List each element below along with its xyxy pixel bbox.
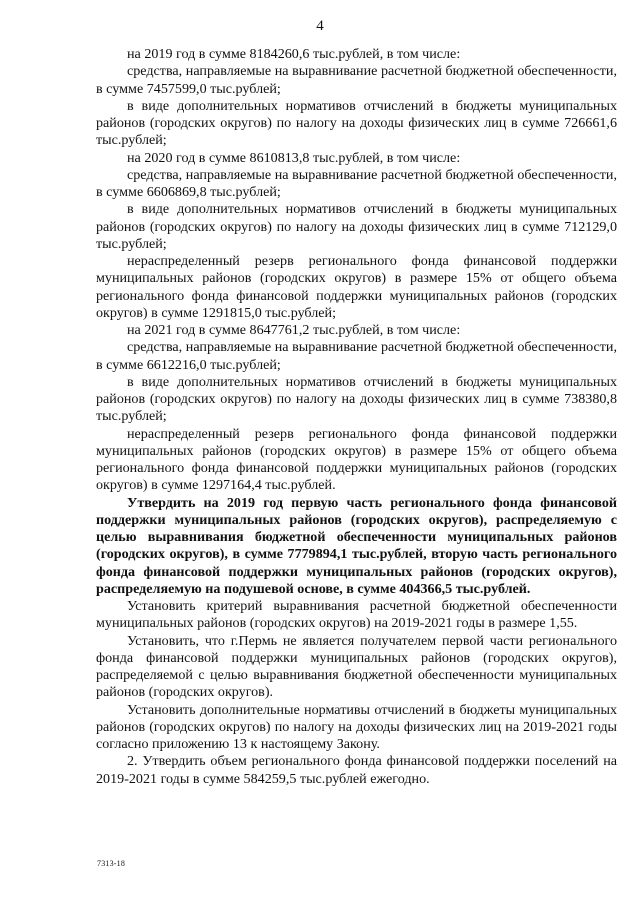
document-code: 7313-18 bbox=[97, 859, 126, 868]
paragraph: нераспределенный резерв регионального фонда финансовой поддержки муниципальных районов (городских округов) в размере 15% от общего объема регионального фонда финансовой поддержки муниципальных районов (городских округов) в сумме 1297164,4 тыс.рублей. bbox=[96, 425, 617, 494]
paragraph: средства, направляемые на выравнивание расчетной бюджетной обеспеченности, в сумме 6612216,0 тыс.рублей; bbox=[96, 339, 617, 373]
paragraph: на 2020 год в сумме 8610813,8 тыс.рублей, в том числе: bbox=[127, 149, 461, 166]
page-number: 4 bbox=[316, 18, 324, 34]
paragraph: Установить критерий выравнивания расчетной бюджетной обеспеченности муниципальных районов (городских округов) на 2019-2021 годы в размере 1,55. bbox=[96, 598, 617, 632]
paragraph: в виде дополнительных нормативов отчислений в бюджеты муниципальных районов (городских округов) по налогу на доходы физических лиц в сумме 738380,8 тыс.рублей; bbox=[96, 373, 617, 425]
document-body bbox=[96, 46, 617, 788]
paragraph: Установить дополнительные нормативы отчислений в бюджеты муниципальных районов (городских округов) по налогу на доходы физических лиц на 2019-2021 годы согласно приложению 13 к настоящему Закону. bbox=[96, 701, 617, 752]
paragraph: в виде дополнительных нормативов отчислений в бюджеты муниципальных районов (городских округов) по налогу на доходы физических лиц в сумме 726661,6 тыс.рублей; bbox=[96, 97, 617, 149]
paragraph: на 2021 год в сумме 8647761,2 тыс.рублей, в том числе: bbox=[127, 322, 461, 338]
paragraph: в виде дополнительных нормативов отчислений в бюджеты муниципальных районов (городских округов) по налогу на доходы физических лиц в сумме 712129,0 тыс.рублей; bbox=[96, 201, 617, 252]
paragraph: Установить, что г.Пермь не является получателем первой части регионального фонда финансовой поддержки муниципальных районов (городских округов), распределяемой с целью выравнивания бюджетной обеспеченности муниципальных районов (городских округов). bbox=[96, 632, 617, 701]
paragraph: 2. Утвердить объем регионального фонда финансовой поддержки поселений на 2019-2021 годы в сумме 584259,5 тыс.рублей ежегодно. bbox=[96, 753, 617, 787]
paragraph: на 2019 год в сумме 8184260,6 тыс.рублей, в том числе: bbox=[127, 46, 461, 62]
paragraph: нераспределенный резерв регионального фонда финансовой поддержки муниципальных районов (городских округов) в размере 15% от общего объема регионального фонда финансовой поддержки муниципальных районов (городских округов) в сумме 1291815,0 тыс.рублей; bbox=[96, 253, 617, 321]
paragraph: Утвердить на 2019 год первую часть регионального фонда финансовой поддержки муниципальных районов (городских округов), распределяемую с целью выравнивания бюджетной обеспеченности муниципальных районов (городских округов), в сумме 7779894,1 тыс.рублей, вторую часть регионального фонда финансовой поддержки муниципальных районов (городских округов), распределяемую на подушевой основе, в сумме 404366,5 тыс.рублей. bbox=[96, 494, 617, 597]
paragraph: средства, направляемые на выравнивание расчетной бюджетной обеспеченности, в сумме 6606869,8 тыс.рублей; bbox=[96, 166, 617, 200]
paragraph: средства, направляемые на выравнивание расчетной бюджетной обеспеченности, в сумме 7457599,0 тыс.рублей; bbox=[96, 63, 617, 97]
